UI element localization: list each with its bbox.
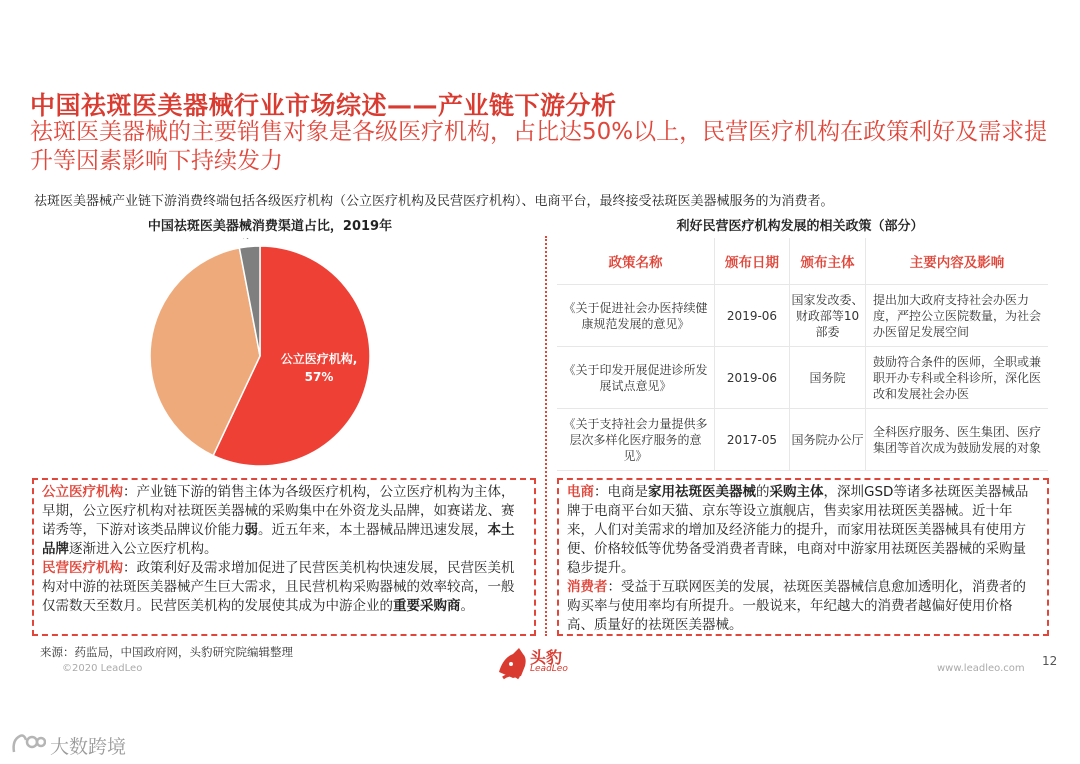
pie-label-name: 公立医疗机构, — [280, 352, 358, 367]
paragraph-text: 。 — [460, 598, 474, 614]
section-divider — [545, 236, 547, 636]
policy-date: 2017-05 — [715, 409, 790, 471]
right-analysis-box — [557, 478, 1049, 636]
table-row — [557, 409, 1048, 471]
copyright: ©2020 LeadLeo — [62, 663, 143, 674]
policy-table — [557, 238, 1048, 471]
pie-chart — [150, 238, 480, 478]
policy-table-title: 利好民营医疗机构发展的相关政策（部分） — [676, 219, 924, 234]
policy-issuer: 国家发改委、财政部等10部委 — [790, 285, 866, 347]
logo-subtext: LeadLeo — [530, 664, 568, 674]
emphasis-text: 本土品牌 — [42, 522, 515, 557]
watermark-text: 大数跨境 — [50, 736, 127, 758]
private-institution-paragraph — [42, 559, 526, 616]
paragraph-text: ：电商是 — [594, 484, 648, 500]
watermark-icon — [10, 732, 46, 756]
emphasis-text: 重要采购商 — [393, 598, 461, 614]
private-institution-label: 民营医疗机构 — [42, 560, 123, 576]
paragraph-text: 逐渐进入公立医疗机构。 — [69, 541, 218, 557]
pie-label-value: 57% — [304, 370, 334, 385]
public-institution-paragraph — [42, 483, 526, 559]
header-policy-name: 政策名称 — [557, 238, 715, 285]
page-title: 中国祛斑医美器械行业市场综述——产业链下游分析 — [30, 91, 617, 120]
table-row — [557, 347, 1048, 409]
table-row — [557, 285, 1048, 347]
pie-label-name — [222, 238, 275, 240]
policy-name: 《关于印发开展促进诊所发展试点意见》 — [557, 347, 715, 409]
header-issuer: 颁布主体 — [790, 238, 866, 285]
ecommerce-label: 电商 — [567, 484, 594, 500]
source-note: 来源：药监局，中国政府网，头豹研究院编辑整理 — [40, 645, 293, 659]
intro-text: 祛斑医美器械产业链下游消费终端包括各级医疗机构（公立医疗机构及民营医疗机构）、电商平台，最终接受祛斑医美器械服务的为消费者。 — [34, 194, 834, 209]
page-number: 12 — [1042, 654, 1058, 668]
consumer-label: 消费者 — [567, 579, 608, 595]
emphasis-text: 采购主体 — [769, 484, 824, 500]
policy-content: 全科医疗服务、医生集团、医疗集团等首次成为鼓励发展的对象 — [866, 409, 1049, 471]
consumer-paragraph — [567, 578, 1039, 635]
header-date: 颁布日期 — [715, 238, 790, 285]
emphasis-text: 家用祛斑医美器械 — [648, 484, 756, 500]
paragraph-text: ：产业链下游的销售主体为各级医疗机构，公立医疗机构为主体，早期，公立医疗机构对祛斑医美器械的采购集中在外资龙头品牌，如赛诺龙、赛诺秀等，下游对该类品牌议价能力 — [42, 484, 515, 538]
policy-content: 提出加大政府支持社会办医力度，严控公立医院数量，为社会办医留足发展空间 — [866, 285, 1049, 347]
chart-title: 中国祛斑医美器械消费渠道占比，2019年 — [147, 219, 393, 234]
policy-date: 2019-06 — [715, 285, 790, 347]
ecommerce-paragraph — [567, 483, 1039, 578]
header-content: 主要内容及影响 — [866, 238, 1049, 285]
paragraph-text: ，深圳GSD等诸多祛斑医美器械品牌于电商平台如天猫、京东等设立旗舰店，售卖家用祛斑医美器械。近十年来，人们对美需求的增加及经济能力的提升，而家用祛斑医美器械具有使用方便、价格较低等优势备受消费者青睐，电商对中游家用祛斑医美器械的采购量稳步提升。 — [567, 484, 1029, 576]
policy-issuer: 国务院办公厅 — [790, 409, 866, 471]
logo-text: 头豹 — [530, 648, 563, 667]
public-institution-label: 公立医疗机构 — [42, 484, 123, 500]
left-analysis-box — [32, 478, 536, 636]
policy-name: 《关于促进社会办医持续健康规范发展的意见》 — [557, 285, 715, 347]
emphasis-text: 弱 — [244, 522, 258, 538]
paragraph-text: 的 — [756, 484, 770, 500]
pie-label-ecommerce — [222, 238, 275, 240]
policy-name: 《关于支持社会力量提供多层次多样化医疗服务的意见》 — [557, 409, 715, 471]
website-link[interactable]: www.leadleo.com — [937, 663, 1025, 674]
page-subtitle: 祛斑医美器械的主要销售对象是各级医疗机构，占比达50%以上，民营医疗机构在政策利好及需求提升等因素影响下持续发力 — [30, 119, 1048, 174]
policy-content: 鼓励符合条件的医师，全职或兼职开办专科或全科诊所，深化医改和发展社会办医 — [866, 347, 1049, 409]
paragraph-text: 。近五年来，本土器械品牌迅速发展， — [258, 522, 488, 538]
policy-date: 2019-06 — [715, 347, 790, 409]
policy-table-header — [557, 238, 1048, 285]
policy-issuer: 国务院 — [790, 347, 866, 409]
paragraph-text: ：受益于互联网医美的发展，祛斑医美器械信息愈加透明化，消费者的购买率与使用率均有所提升。一般说来，年纪越大的消费者越偏好使用价格高、质量好的祛斑医美器械。 — [567, 579, 1026, 633]
paragraph-text: ：政策利好及需求增加促进了民营医美机构快速发展，民营医美机构对中游的祛斑医美器械产生巨大需求，且民营机构采购器械的效率较高，一般仅需数天至数月。民营医美机构的发展使其成为中游企业的 — [42, 560, 515, 614]
